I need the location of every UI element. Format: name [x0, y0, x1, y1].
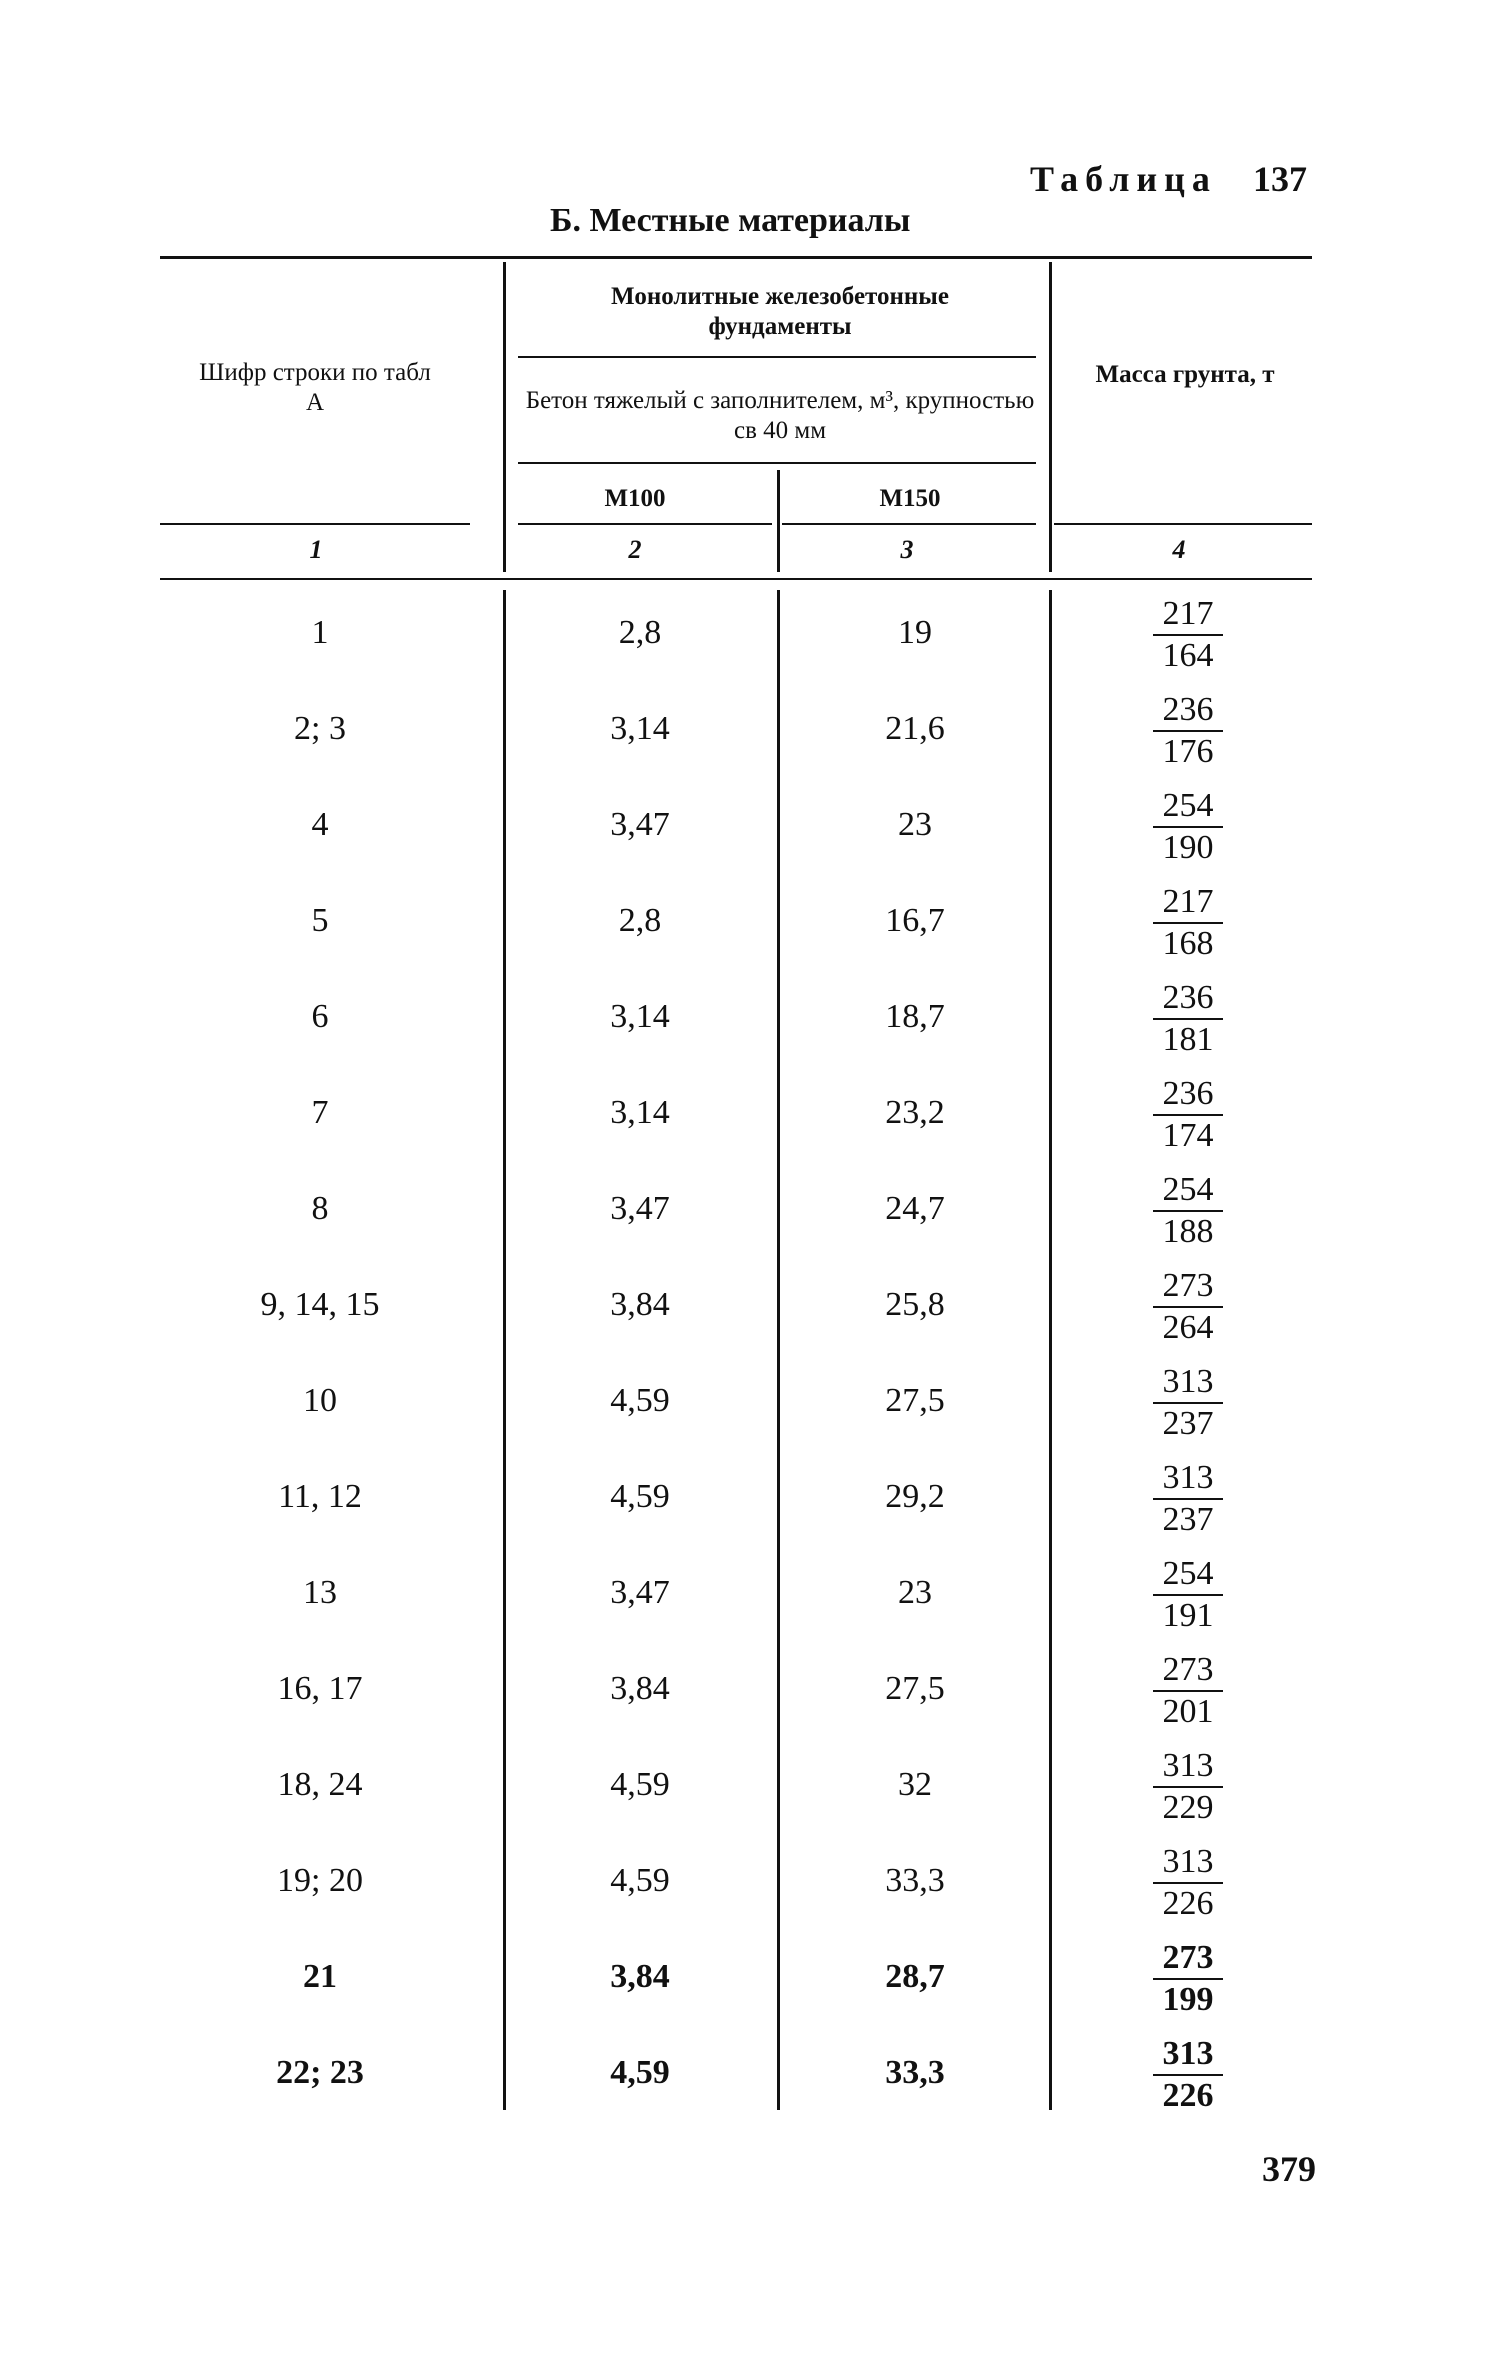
code-cell: 13 [303, 1574, 337, 1611]
soil-mass-numerator: 313 [1153, 1844, 1223, 1884]
soil-mass-numerator: 313 [1153, 1364, 1223, 1404]
m100-cell: 3,47 [610, 1574, 670, 1611]
table-number: 137 [1253, 159, 1307, 199]
soil-mass-denominator: 264 [1162, 1309, 1214, 1346]
column-number-2: 2 [628, 535, 642, 564]
column-number-4: 4 [1172, 535, 1186, 564]
m100-cell: 4,59 [610, 1766, 670, 1803]
header-m100: М100 [604, 485, 666, 512]
code-cell: 11, 12 [278, 1478, 362, 1515]
header-rule-m150 [782, 523, 1036, 525]
column-number-3: 3 [900, 535, 914, 564]
header-divider-2 [777, 470, 780, 572]
code-cell: 6 [311, 998, 329, 1035]
m100-cell: 3,84 [610, 1670, 670, 1707]
m100-cell: 2,8 [618, 614, 662, 651]
soil-mass-numerator: 313 [1153, 1460, 1223, 1500]
soil-mass-numerator: 236 [1153, 980, 1223, 1020]
soil-mass-denominator: 190 [1162, 829, 1214, 866]
soil-mass-fraction [1153, 884, 1223, 962]
soil-mass-denominator: 168 [1162, 925, 1214, 962]
m150-cell: 16,7 [885, 902, 945, 939]
soil-mass-numerator: 254 [1153, 1172, 1223, 1212]
soil-mass-denominator: 229 [1162, 1789, 1214, 1826]
page-number: 379 [1262, 2149, 1316, 2189]
soil-mass-fraction [1153, 1460, 1223, 1538]
header-rule-group [518, 356, 1036, 358]
code-cell: 7 [311, 1094, 329, 1131]
soil-mass-fraction [1153, 1268, 1223, 1346]
m150-cell: 24,7 [885, 1190, 945, 1227]
code-cell: 18, 24 [277, 1766, 363, 1803]
soil-mass-numerator: 273 [1153, 1652, 1223, 1692]
soil-mass-numerator: 217 [1153, 596, 1223, 636]
soil-mass-fraction [1153, 2036, 1223, 2114]
soil-mass-fraction [1153, 1556, 1223, 1634]
header-rule-col4 [1054, 523, 1312, 525]
soil-mass-denominator: 164 [1162, 637, 1214, 674]
code-cell: 9, 14, 15 [260, 1286, 380, 1323]
soil-mass-fraction [1153, 1364, 1223, 1442]
m100-cell: 2,8 [618, 902, 662, 939]
soil-mass-fraction [1153, 1844, 1223, 1922]
m100-cell: 4,59 [610, 1862, 670, 1899]
soil-mass-denominator: 237 [1162, 1501, 1214, 1538]
m100-cell: 3,47 [610, 806, 670, 843]
m150-cell: 32 [898, 1766, 932, 1803]
soil-mass-fraction [1153, 1748, 1223, 1826]
m100-cell: 3,84 [610, 1286, 670, 1323]
header-rule-m100 [518, 523, 772, 525]
soil-mass-denominator: 201 [1162, 1693, 1214, 1730]
m150-cell: 28,7 [885, 1958, 945, 1995]
code-cell: 19; 20 [277, 1862, 363, 1899]
code-cell: 22; 23 [276, 2054, 364, 2091]
soil-mass-denominator: 174 [1162, 1117, 1214, 1154]
m150-cell: 23 [898, 1574, 932, 1611]
soil-mass-numerator: 254 [1153, 788, 1223, 828]
soil-mass-denominator: 226 [1162, 1885, 1214, 1922]
soil-mass-fraction [1153, 1172, 1223, 1250]
header-soil-mass: Масса грунта, т [1095, 361, 1275, 388]
header-rule-col1 [160, 523, 470, 525]
soil-mass-denominator: 176 [1162, 733, 1214, 770]
m150-cell: 25,8 [885, 1286, 945, 1323]
m150-cell: 27,5 [885, 1382, 945, 1419]
soil-mass-numerator: 236 [1153, 1076, 1223, 1116]
table-label: Таблица [1030, 159, 1217, 199]
header-divider-1 [503, 262, 506, 572]
header-group: Монолитные железобетонные фундаменты [611, 283, 949, 340]
header-rule-subgroup [518, 462, 1036, 464]
m100-cell: 3,14 [610, 1094, 670, 1131]
m150-cell: 33,3 [885, 2054, 945, 2091]
m100-cell: 4,59 [610, 1382, 670, 1419]
header-subgroup: Бетон тяжелый с заполнителем, м³, крупностью св 40 мм [525, 387, 1035, 444]
soil-mass-fraction [1153, 692, 1223, 770]
m100-cell: 3,47 [610, 1190, 670, 1227]
code-cell: 1 [311, 614, 329, 651]
soil-mass-denominator: 191 [1162, 1597, 1214, 1634]
code-cell: 10 [303, 1382, 337, 1419]
soil-mass-fraction [1153, 1940, 1223, 2018]
soil-mass-denominator: 226 [1162, 2077, 1214, 2114]
header-divider-3 [1049, 262, 1052, 572]
column-numbers-rule [160, 578, 1312, 580]
soil-mass-numerator: 236 [1153, 692, 1223, 732]
m100-cell: 4,59 [610, 2054, 670, 2091]
soil-mass-numerator: 217 [1153, 884, 1223, 924]
m100-cell: 3,14 [610, 998, 670, 1035]
soil-mass-fraction [1153, 1652, 1223, 1730]
body-divider-1 [503, 590, 506, 2110]
header-code: Шифр строки по табл А [199, 359, 431, 416]
soil-mass-denominator: 181 [1162, 1021, 1214, 1058]
m150-cell: 19 [898, 614, 932, 651]
m100-cell: 3,14 [610, 710, 670, 747]
table-subtitle: Б. Местные материалы [550, 202, 911, 239]
m150-cell: 29,2 [885, 1478, 945, 1515]
column-number-1: 1 [309, 535, 323, 564]
code-cell: 16, 17 [277, 1670, 363, 1707]
code-cell: 2; 3 [294, 710, 346, 747]
soil-mass-fraction [1153, 980, 1223, 1058]
m100-cell: 3,84 [610, 1958, 670, 1995]
m150-cell: 23,2 [885, 1094, 945, 1131]
body-divider-3 [1049, 590, 1052, 2110]
table-top-rule [160, 256, 1312, 259]
m150-cell: 33,3 [885, 1862, 945, 1899]
m150-cell: 18,7 [885, 998, 945, 1035]
m150-cell: 23 [898, 806, 932, 843]
soil-mass-numerator: 313 [1153, 1748, 1223, 1788]
soil-mass-fraction [1153, 1076, 1223, 1154]
soil-mass-numerator: 273 [1153, 1268, 1223, 1308]
m150-cell: 21,6 [885, 710, 945, 747]
body-divider-2 [777, 590, 780, 2110]
m150-cell: 27,5 [885, 1670, 945, 1707]
code-cell: 4 [311, 806, 329, 843]
soil-mass-denominator: 188 [1162, 1213, 1214, 1250]
soil-mass-denominator: 237 [1162, 1405, 1214, 1442]
code-cell: 5 [311, 902, 329, 939]
header-m150: М150 [879, 485, 941, 512]
m100-cell: 4,59 [610, 1478, 670, 1515]
soil-mass-fraction [1153, 788, 1223, 866]
code-cell: 21 [303, 1958, 337, 1995]
soil-mass-denominator: 199 [1162, 1981, 1214, 2018]
soil-mass-numerator: 273 [1153, 1940, 1223, 1980]
soil-mass-numerator: 313 [1153, 2036, 1223, 2076]
soil-mass-numerator: 254 [1153, 1556, 1223, 1596]
soil-mass-fraction [1153, 596, 1223, 674]
code-cell: 8 [311, 1190, 329, 1227]
